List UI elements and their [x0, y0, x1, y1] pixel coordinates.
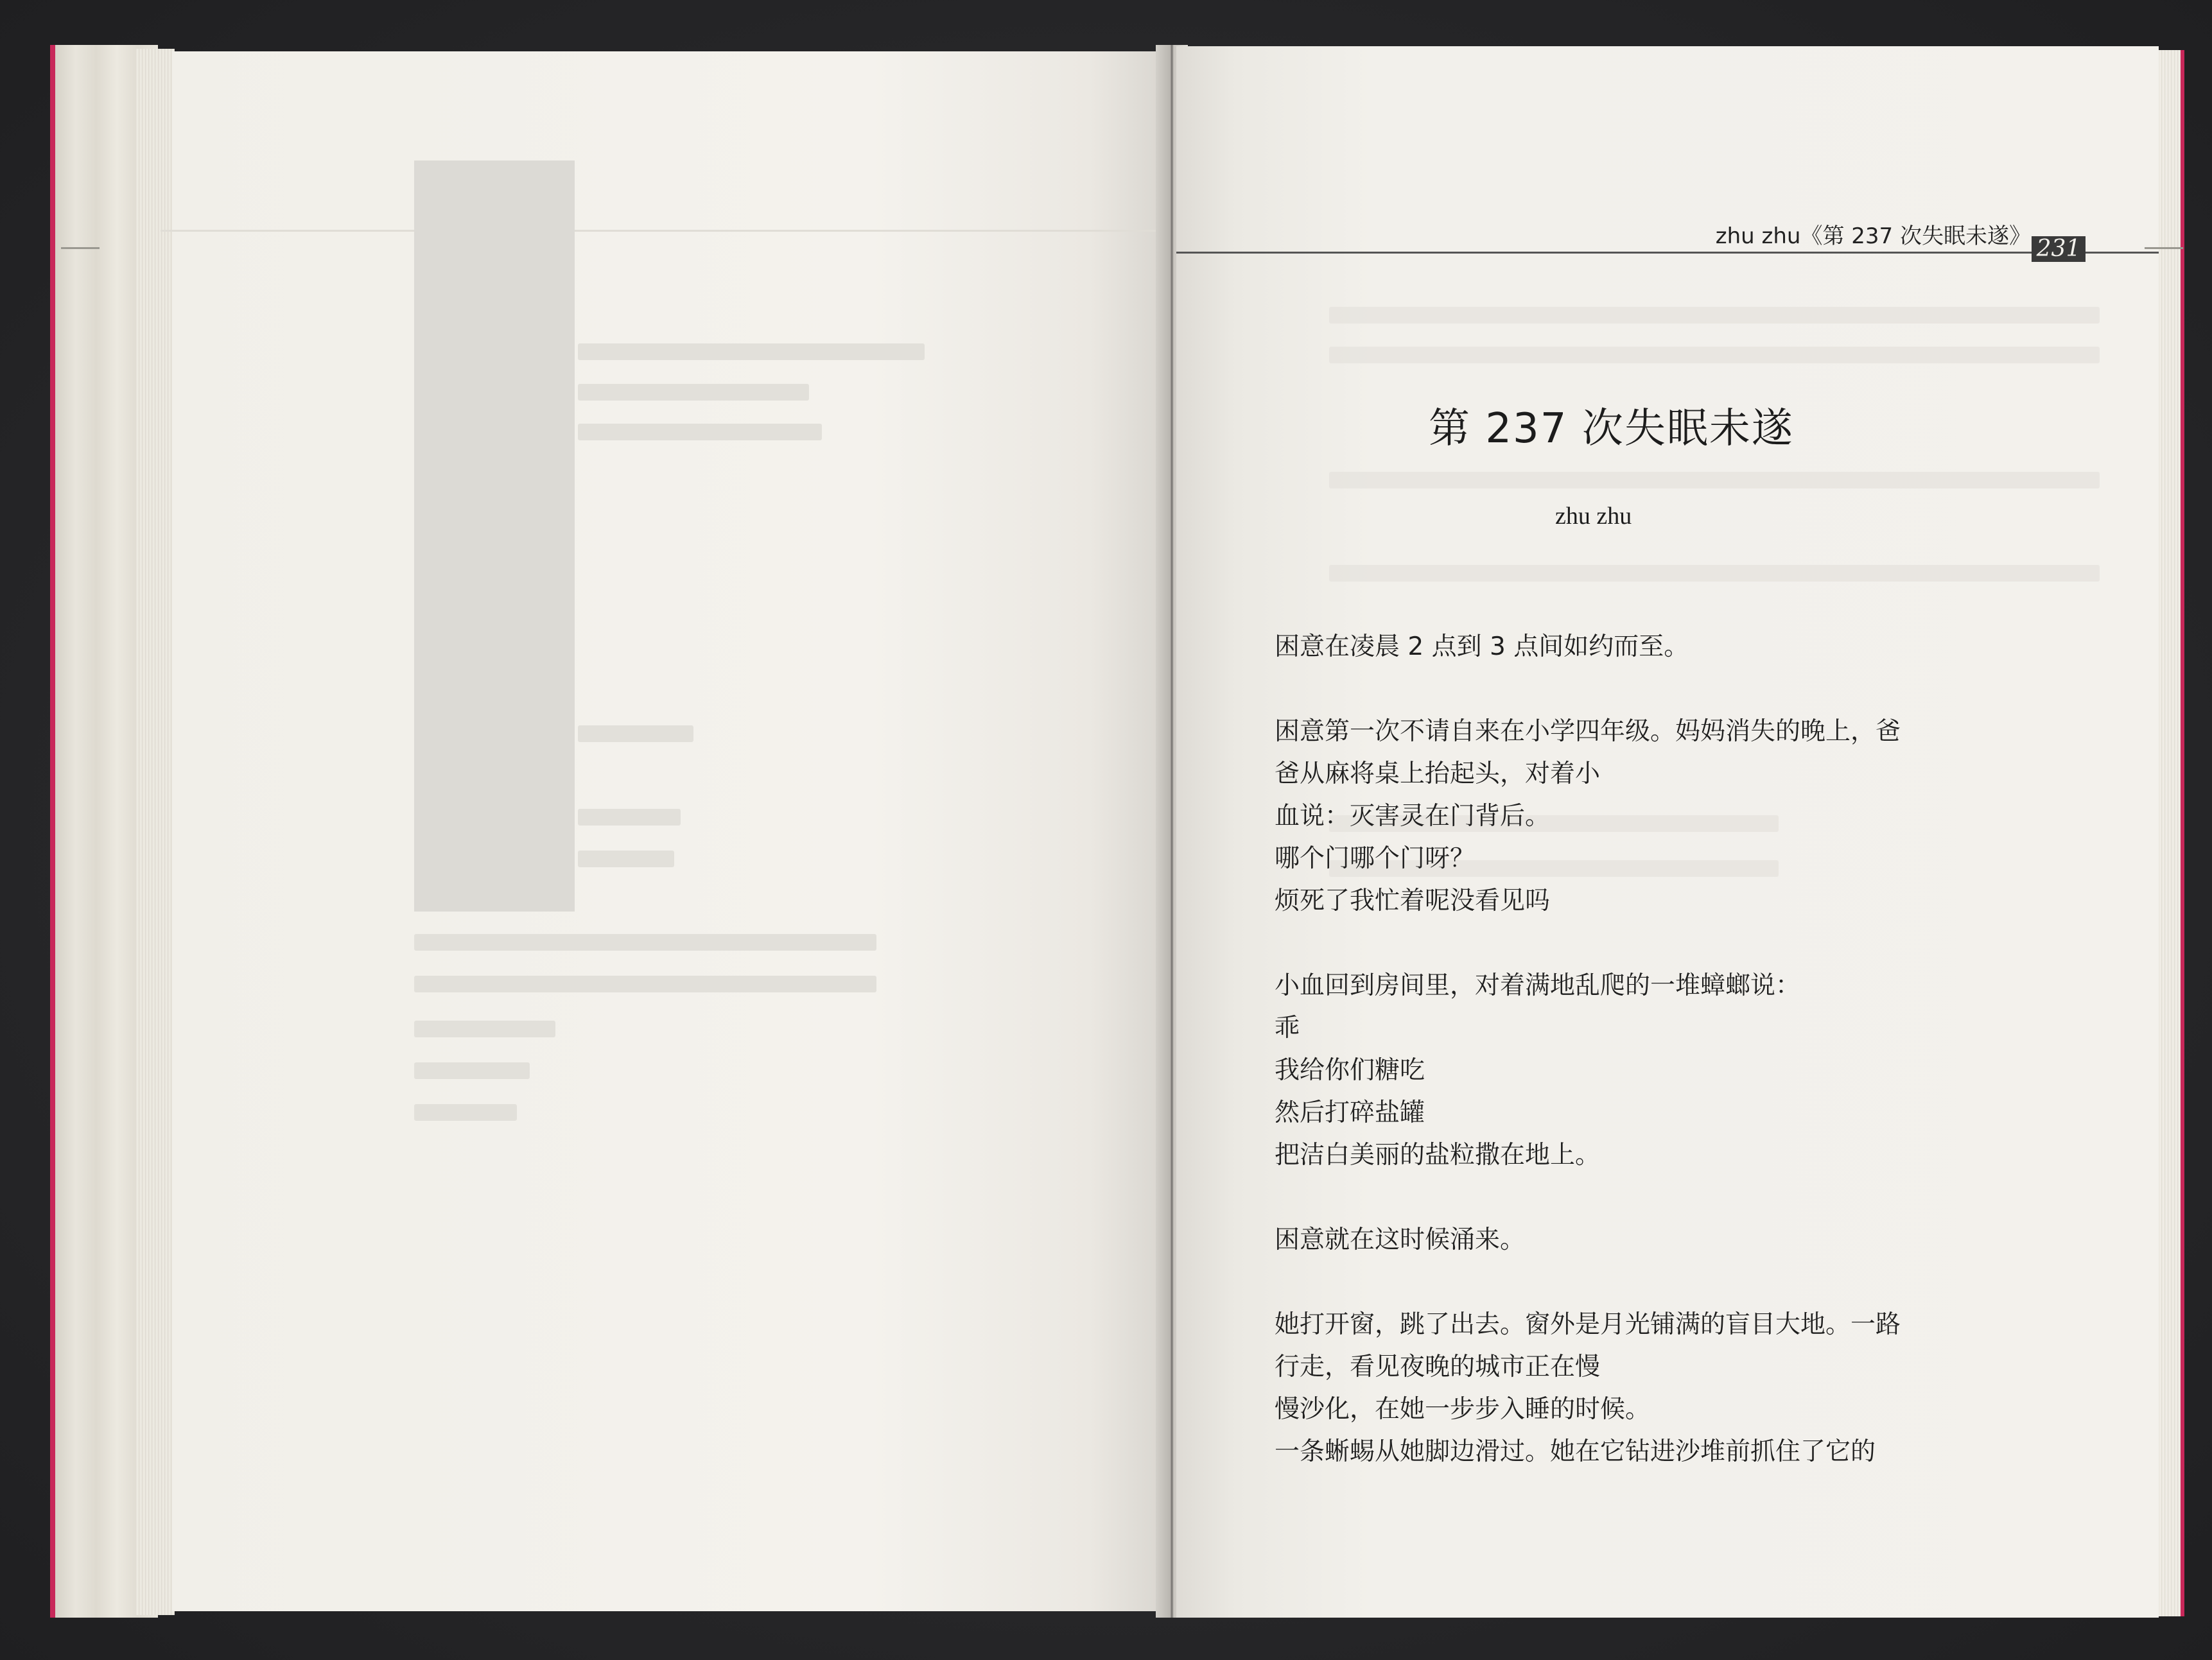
body-line: 困意就在这时候涌来。 [1275, 1225, 1526, 1254]
right-page-stack [2159, 50, 2184, 1616]
left-page-edges [136, 49, 175, 1615]
ghost-line [414, 1062, 530, 1079]
header-rule [1176, 252, 2159, 254]
ghost-line [578, 343, 925, 360]
ghost-line [414, 934, 876, 951]
paragraph-gap [1275, 1177, 2045, 1219]
body-line: 乖 [1275, 1014, 1300, 1042]
body-line: 困意第一次不请自来在小学四年级。妈妈消失的晚上，爸 [1275, 717, 1901, 746]
ghost-line [1329, 347, 2100, 363]
body-line: 哪个门哪个门呀？ [1275, 844, 1476, 873]
paragraph-gap [1275, 922, 2045, 965]
body-line: 困意在凌晨 2 点到 3 点间如约而至。 [1275, 632, 1689, 661]
ghost-line [578, 851, 674, 867]
ghost-line [414, 1104, 517, 1121]
ghost-line [578, 809, 681, 826]
left-page [172, 51, 1169, 1611]
ghost-line [414, 976, 876, 992]
ghost-line [1329, 307, 2100, 324]
ghost-line [578, 384, 809, 401]
body-line: 把洁白美丽的盐粒撒在地上。 [1275, 1141, 1601, 1170]
body-line: 她打开窗，跳了出去。窗外是月光铺满的盲目大地。一路 [1275, 1310, 1901, 1339]
paragraph-gap [1275, 1261, 2045, 1304]
ghost-line [414, 1021, 555, 1037]
body-line: 血说：灭害灵在门背后。 [1275, 802, 1551, 831]
left-page-ghost-image [414, 160, 575, 912]
paragraph-gap [1275, 668, 2045, 711]
left-page-ghost-rule [161, 230, 1156, 232]
body-line: 小血回到房间里，对着满地乱爬的一堆蟑螂说： [1275, 971, 1801, 1000]
article-body [1275, 626, 2045, 1473]
ghost-line [578, 725, 693, 742]
body-line: 慢沙化，在她一步步入睡的时候。 [1275, 1395, 1651, 1424]
body-line: 一条蜥蜴从她脚边滑过。她在它钻进沙堆前抓住了它的 [1275, 1437, 1876, 1466]
body-line: 爸从麻将桌上抬起头，对着小 [1275, 759, 1601, 788]
article-author: zhu zhu [1555, 503, 1632, 530]
body-line: 我给你们糖吃 [1275, 1056, 1425, 1085]
page-number: 231 [2032, 236, 2086, 262]
body-line: 然后打碎盐罐 [1275, 1098, 1425, 1127]
page-edge-mark [2145, 247, 2183, 249]
ghost-line [578, 424, 822, 440]
body-line: 行走，看见夜晚的城市正在慢 [1275, 1353, 1601, 1381]
page-edge-mark [61, 247, 100, 249]
ghost-line [1329, 565, 2100, 582]
article-title: 第 237 次失眠未遂 [1429, 405, 1794, 453]
running-header: zhu zhu《第 237 次失眠未遂》 [1715, 223, 2031, 249]
body-line: 烦死了我忙着呢没看见吗 [1275, 886, 1551, 915]
ghost-line [1329, 472, 2100, 488]
